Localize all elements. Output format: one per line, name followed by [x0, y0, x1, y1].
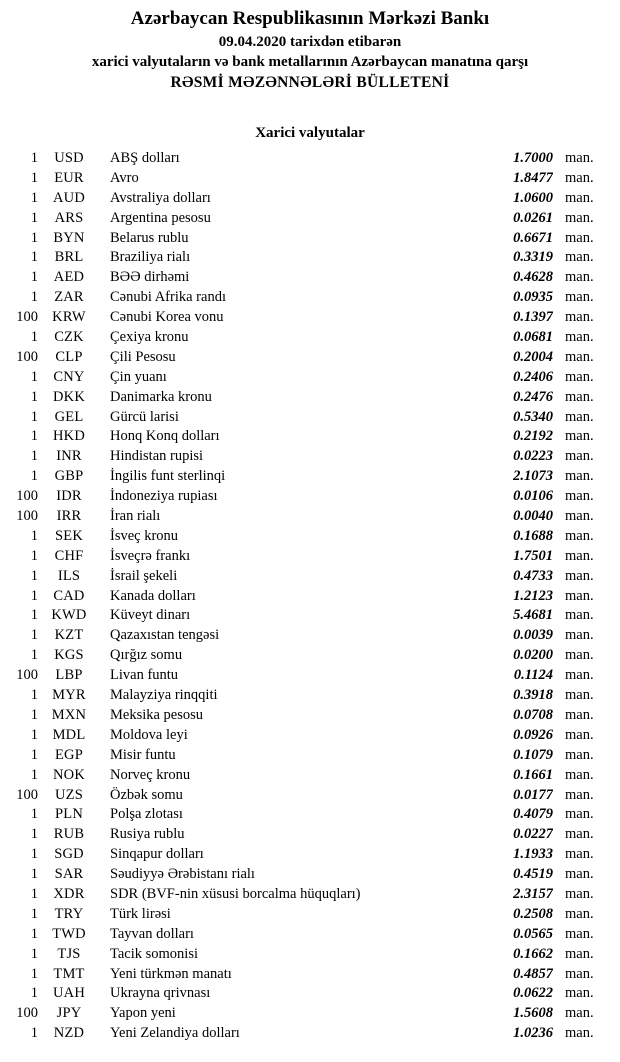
rate-nominal: 1 — [30, 547, 38, 564]
rate-value: 0.4733 — [513, 567, 553, 584]
rate-row-myr — [0, 686, 620, 706]
currency-code: SGD — [54, 846, 84, 863]
currency-name: Özbək somu — [110, 786, 183, 803]
rate-row-sgd — [0, 845, 620, 865]
rate-unit: man. — [565, 706, 594, 723]
rate-row-xdr — [0, 885, 620, 905]
rate-row-try — [0, 905, 620, 925]
rate-unit: man. — [565, 1025, 594, 1042]
currency-code: SAR — [54, 866, 84, 883]
rate-unit: man. — [565, 309, 594, 326]
rate-row-dkk — [0, 388, 620, 408]
currency-code: TMT — [53, 965, 85, 982]
currency-code: NZD — [53, 1025, 85, 1042]
rate-nominal: 1 — [30, 806, 38, 823]
rate-unit: man. — [565, 428, 594, 445]
rate-unit: man. — [565, 150, 594, 166]
currency-code: TWD — [52, 925, 86, 942]
rate-nominal: 1 — [30, 687, 38, 704]
rate-unit: man. — [565, 249, 594, 266]
rate-value: 0.0227 — [513, 826, 553, 843]
rate-nominal: 1 — [30, 150, 38, 166]
section-title-foreign-currencies: Xarici valyutalar — [255, 125, 365, 141]
currency-name: Çili Pesosu — [110, 348, 176, 365]
rate-row-kzt — [0, 626, 620, 646]
rate-unit: man. — [565, 587, 594, 604]
rate-row-gbp — [0, 467, 620, 487]
rate-nominal: 1 — [30, 567, 38, 584]
rate-nominal: 1 — [30, 269, 38, 286]
currency-name: Çexiya kronu — [110, 329, 189, 346]
currency-name: Rusiya rublu — [110, 826, 185, 843]
currency-name: Gürcü larisi — [110, 408, 179, 425]
rate-value: 0.0261 — [513, 209, 553, 226]
currency-code: XDR — [53, 885, 85, 902]
rate-unit: man. — [565, 1005, 594, 1022]
currency-name: Honq Konq dolları — [110, 428, 220, 445]
rate-unit: man. — [565, 468, 594, 485]
rate-value: 1.7501 — [513, 547, 553, 564]
rate-unit: man. — [565, 746, 594, 763]
rate-value: 0.0681 — [513, 329, 553, 346]
currency-name: İran rialı — [110, 508, 161, 525]
currency-code: UAH — [52, 985, 85, 1002]
rate-nominal: 1 — [30, 905, 38, 922]
currency-code: INR — [56, 448, 82, 465]
rate-nominal: 100 — [16, 508, 38, 525]
rate-nominal: 1 — [30, 1025, 38, 1042]
currency-name: Argentina pesosu — [110, 209, 211, 226]
rate-row-ils — [0, 567, 620, 587]
rate-unit: man. — [565, 547, 594, 564]
currency-code: IDR — [56, 488, 82, 505]
currency-name: SDR (BVF-nin xüsusi borcalma hüquqları) — [110, 885, 361, 902]
rate-value: 1.0600 — [513, 189, 553, 206]
rate-nominal: 1 — [30, 965, 38, 982]
bulletin-subtitle: xarici valyutaların və bank metallarının Azərbaycan manatına qarşı — [91, 54, 529, 70]
rate-nominal: 1 — [30, 189, 38, 206]
rate-unit: man. — [565, 866, 594, 883]
rate-row-hkd — [0, 427, 620, 447]
currency-code: DKK — [52, 388, 85, 405]
rate-value: 0.1397 — [513, 309, 553, 326]
rate-row-tmt — [0, 965, 620, 985]
rate-nominal: 1 — [30, 885, 38, 902]
rate-nominal: 1 — [30, 826, 38, 843]
rate-value: 0.3319 — [513, 249, 553, 266]
rate-unit: man. — [565, 229, 594, 246]
rate-row-chf — [0, 547, 620, 567]
rate-row-nzd — [0, 1024, 620, 1044]
currency-code: BYN — [53, 229, 85, 246]
rate-nominal: 1 — [30, 388, 38, 405]
rate-value: 2.1073 — [513, 468, 553, 485]
currency-code: CZK — [54, 329, 84, 346]
currency-name: Belarus rublu — [110, 229, 189, 246]
currency-code: RUB — [53, 826, 85, 843]
rate-value: 0.2192 — [513, 428, 553, 445]
currency-code: PLN — [55, 806, 83, 823]
currency-name: Misir funtu — [110, 746, 176, 763]
currency-name: Danimarka kronu — [110, 388, 212, 405]
rate-unit: man. — [565, 329, 594, 346]
rate-row-irr — [0, 507, 620, 527]
rate-unit: man. — [565, 368, 594, 385]
currency-name: Meksika pesosu — [110, 706, 204, 723]
currency-code: USD — [54, 150, 84, 166]
rate-row-aed — [0, 268, 620, 288]
rate-value: 0.0039 — [513, 627, 553, 644]
bulletin-header — [0, 0, 620, 93]
rate-row-usd — [0, 149, 620, 169]
currency-name: Hindistan rupisi — [110, 448, 204, 465]
currency-name: Avro — [110, 169, 139, 186]
rate-nominal: 100 — [16, 786, 38, 803]
currency-name: Cənubi Afrika randı — [110, 289, 226, 306]
rate-row-nok — [0, 766, 620, 786]
currency-name: Çin yuanı — [110, 368, 167, 385]
rate-nominal: 1 — [30, 746, 38, 763]
rate-nominal: 100 — [16, 348, 38, 365]
rate-row-mxn — [0, 706, 620, 726]
rate-row-eur — [0, 169, 620, 189]
rate-value: 2.3157 — [513, 885, 553, 902]
rate-row-pln — [0, 805, 620, 825]
rate-nominal: 1 — [30, 329, 38, 346]
rate-nominal: 1 — [30, 587, 38, 604]
currency-code: HKD — [52, 428, 85, 445]
currency-code: IRR — [56, 508, 82, 525]
rate-unit: man. — [565, 766, 594, 783]
rate-value: 0.1662 — [513, 945, 553, 962]
currency-name: Səudiyyə Ərəbistanı rialı — [110, 866, 255, 883]
rate-unit: man. — [565, 806, 594, 823]
rate-nominal: 1 — [30, 448, 38, 465]
rate-nominal: 1 — [30, 289, 38, 306]
currency-name: Yeni Zelandiya dolları — [110, 1025, 240, 1042]
currency-name: Norveç kronu — [110, 766, 191, 783]
currency-code: NOK — [52, 766, 85, 783]
currency-code: AUD — [52, 189, 85, 206]
rate-value: 0.4519 — [513, 866, 553, 883]
rate-value: 0.5340 — [513, 408, 553, 425]
currency-code: GEL — [54, 408, 84, 425]
currency-code: UZS — [55, 786, 83, 803]
currency-code: ARS — [54, 209, 84, 226]
rate-value: 0.0106 — [513, 488, 553, 505]
rate-unit: man. — [565, 488, 594, 505]
currency-code: JPY — [56, 1005, 82, 1022]
rate-row-kwd — [0, 606, 620, 626]
rate-nominal: 1 — [30, 209, 38, 226]
rate-row-egp — [0, 746, 620, 766]
currency-code: LBP — [55, 667, 83, 684]
rate-unit: man. — [565, 826, 594, 843]
currency-code: CAD — [53, 587, 85, 604]
rate-unit: man. — [565, 627, 594, 644]
rate-nominal: 100 — [16, 488, 38, 505]
rate-nominal: 1 — [30, 468, 38, 485]
currency-code: ZAR — [54, 289, 84, 306]
rate-value: 0.0935 — [513, 289, 553, 306]
rate-unit: man. — [565, 567, 594, 584]
rate-value: 0.4628 — [513, 269, 553, 286]
rate-value: 1.0236 — [513, 1025, 553, 1042]
rate-value: 0.0926 — [513, 726, 553, 743]
rate-value: 0.2406 — [513, 368, 553, 385]
effective-date-line: 09.04.2020 tarixdən etibarən — [218, 34, 402, 50]
rate-nominal: 1 — [30, 229, 38, 246]
currency-code: MDL — [52, 726, 86, 743]
rate-value: 0.1661 — [513, 766, 553, 783]
rate-unit: man. — [565, 289, 594, 306]
currency-name: Ukrayna qrivnası — [110, 985, 211, 1002]
rate-row-idr — [0, 487, 620, 507]
currency-name: Türk lirəsi — [110, 905, 171, 922]
rate-unit: man. — [565, 687, 594, 704]
rate-row-cad — [0, 587, 620, 607]
currency-name: Tayvan dolları — [110, 925, 194, 942]
rate-unit: man. — [565, 965, 594, 982]
currency-name: İndoneziya rupiası — [110, 488, 218, 505]
rate-nominal: 1 — [30, 627, 38, 644]
rate-row-cny — [0, 368, 620, 388]
rate-unit: man. — [565, 726, 594, 743]
rate-nominal: 1 — [30, 945, 38, 962]
rate-unit: man. — [565, 527, 594, 544]
rate-value: 1.7000 — [513, 150, 553, 166]
rate-unit: man. — [565, 905, 594, 922]
rate-unit: man. — [565, 945, 594, 962]
currency-name: Yapon yeni — [110, 1005, 176, 1022]
currency-code: BRL — [54, 249, 84, 266]
rate-row-czk — [0, 328, 620, 348]
rate-value: 0.4079 — [513, 806, 553, 823]
currency-name: Sinqapur dolları — [110, 846, 204, 863]
rate-nominal: 1 — [30, 527, 38, 544]
rate-value: 1.2123 — [513, 587, 553, 604]
rate-value: 0.0177 — [513, 786, 553, 803]
rate-nominal: 1 — [30, 408, 38, 425]
exchange-rates-table — [0, 149, 620, 1044]
rate-nominal: 1 — [30, 846, 38, 863]
rate-row-byn — [0, 229, 620, 249]
rate-row-jpy — [0, 1004, 620, 1024]
currency-code: EUR — [54, 169, 84, 186]
rate-row-clp — [0, 348, 620, 368]
rate-value: 0.0200 — [513, 647, 553, 664]
rate-nominal: 1 — [30, 766, 38, 783]
rate-value: 0.0223 — [513, 448, 553, 465]
rate-row-brl — [0, 248, 620, 268]
rate-value: 0.0040 — [513, 508, 553, 525]
currency-code: CHF — [54, 547, 84, 564]
currency-name: Qırğız somu — [110, 647, 183, 664]
rate-nominal: 1 — [30, 726, 38, 743]
rate-value: 0.1079 — [513, 746, 553, 763]
rate-nominal: 100 — [16, 309, 38, 326]
rate-row-uah — [0, 984, 620, 1004]
rate-row-sar — [0, 865, 620, 885]
rate-value: 0.1124 — [513, 667, 553, 684]
rate-value: 0.2476 — [513, 388, 553, 405]
currency-code: CNY — [53, 368, 85, 385]
rate-unit: man. — [565, 885, 594, 902]
rate-unit: man. — [565, 388, 594, 405]
rate-unit: man. — [565, 985, 594, 1002]
currency-code: AED — [53, 269, 85, 286]
currency-code: MYR — [52, 687, 86, 704]
rate-value: 1.8477 — [513, 169, 553, 186]
currency-code: EGP — [55, 746, 83, 763]
rate-row-ars — [0, 209, 620, 229]
rate-value: 0.3918 — [513, 687, 553, 704]
currency-name: BƏƏ dirhəmi — [110, 269, 190, 286]
rate-value: 1.5608 — [513, 1005, 553, 1022]
rate-row-krw — [0, 308, 620, 328]
rate-unit: man. — [565, 846, 594, 863]
currency-code: KWD — [51, 607, 87, 624]
rate-value: 0.0622 — [513, 985, 553, 1002]
rate-value: 0.0565 — [513, 925, 553, 942]
rate-nominal: 1 — [30, 607, 38, 624]
rate-unit: man. — [565, 786, 594, 803]
rate-row-tjs — [0, 945, 620, 965]
currency-code: GBP — [54, 468, 84, 485]
rate-unit: man. — [565, 169, 594, 186]
currency-name: İsrail şekeli — [110, 567, 178, 584]
rate-nominal: 1 — [30, 985, 38, 1002]
currency-name: Livan funtu — [110, 667, 179, 684]
rate-nominal: 1 — [30, 368, 38, 385]
bulletin-title: RƏSMİ MƏZƏNNƏLƏRİ BÜLLETENİ — [170, 74, 450, 91]
rate-unit: man. — [565, 408, 594, 425]
rate-unit: man. — [565, 607, 594, 624]
currency-code: TRY — [54, 905, 84, 922]
rate-value: 0.2004 — [513, 348, 553, 365]
currency-name: Tacik somonisi — [110, 945, 198, 962]
rate-nominal: 1 — [30, 925, 38, 942]
rate-nominal: 1 — [30, 428, 38, 445]
currency-code: MXN — [51, 706, 87, 723]
currency-name: İngilis funt sterlinqi — [110, 468, 226, 485]
rate-row-uzs — [0, 786, 620, 806]
currency-code: KRW — [52, 309, 86, 326]
rate-unit: man. — [565, 209, 594, 226]
rate-row-twd — [0, 925, 620, 945]
currency-code: CLP — [55, 348, 83, 365]
rate-value: 0.2508 — [513, 905, 553, 922]
rate-unit: man. — [565, 508, 594, 525]
currency-name: ABŞ dolları — [110, 150, 180, 166]
rate-nominal: 1 — [30, 249, 38, 266]
rate-unit: man. — [565, 667, 594, 684]
rate-nominal: 1 — [30, 706, 38, 723]
rate-row-gel — [0, 408, 620, 428]
currency-name: Avstraliya dolları — [110, 189, 211, 206]
rate-value: 0.1688 — [513, 527, 553, 544]
currency-code: KZT — [54, 627, 84, 644]
rate-unit: man. — [565, 647, 594, 664]
currency-name: Malayziya rinqqiti — [110, 687, 218, 704]
rate-row-inr — [0, 447, 620, 467]
currency-name: Polşa zlotası — [110, 806, 183, 823]
rate-nominal: 1 — [30, 169, 38, 186]
rate-unit: man. — [565, 269, 594, 286]
rate-unit: man. — [565, 925, 594, 942]
rate-row-mdl — [0, 726, 620, 746]
rate-value: 0.6671 — [513, 229, 553, 246]
rate-nominal: 100 — [16, 1005, 38, 1022]
currency-name: Küveyt dinarı — [110, 607, 191, 624]
currency-name: Braziliya rialı — [110, 249, 191, 266]
currency-name: Yeni türkmən manatı — [110, 965, 232, 982]
rate-value: 0.0708 — [513, 706, 553, 723]
rate-unit: man. — [565, 348, 594, 365]
rate-value: 5.4681 — [513, 607, 553, 624]
currency-name: Qazaxıstan tengəsi — [110, 627, 220, 644]
currency-name: Moldova leyi — [110, 726, 188, 743]
currency-name: İsveç kronu — [110, 527, 179, 544]
currency-code: SEK — [55, 527, 83, 544]
rate-row-lbp — [0, 666, 620, 686]
rate-row-zar — [0, 288, 620, 308]
rate-unit: man. — [565, 448, 594, 465]
rate-row-kgs — [0, 646, 620, 666]
currency-code: TJS — [57, 945, 81, 962]
rate-value: 1.1933 — [513, 846, 553, 863]
rate-row-rub — [0, 825, 620, 845]
rate-row-sek — [0, 527, 620, 547]
rate-nominal: 1 — [30, 647, 38, 664]
rate-nominal: 1 — [30, 866, 38, 883]
currency-name: Kanada dolları — [110, 587, 196, 604]
currency-name: İsveçrə frankı — [110, 547, 191, 564]
rate-nominal: 100 — [16, 667, 38, 684]
currency-name: Cənubi Korea vonu — [110, 309, 224, 326]
rate-value: 0.4857 — [513, 965, 553, 982]
currency-code: KGS — [54, 647, 84, 664]
rate-row-aud — [0, 189, 620, 209]
bank-title: Azərbaycan Respublikasının Mərkəzi Bankı — [130, 8, 490, 29]
rate-unit: man. — [565, 189, 594, 206]
currency-code: ILS — [57, 567, 81, 584]
